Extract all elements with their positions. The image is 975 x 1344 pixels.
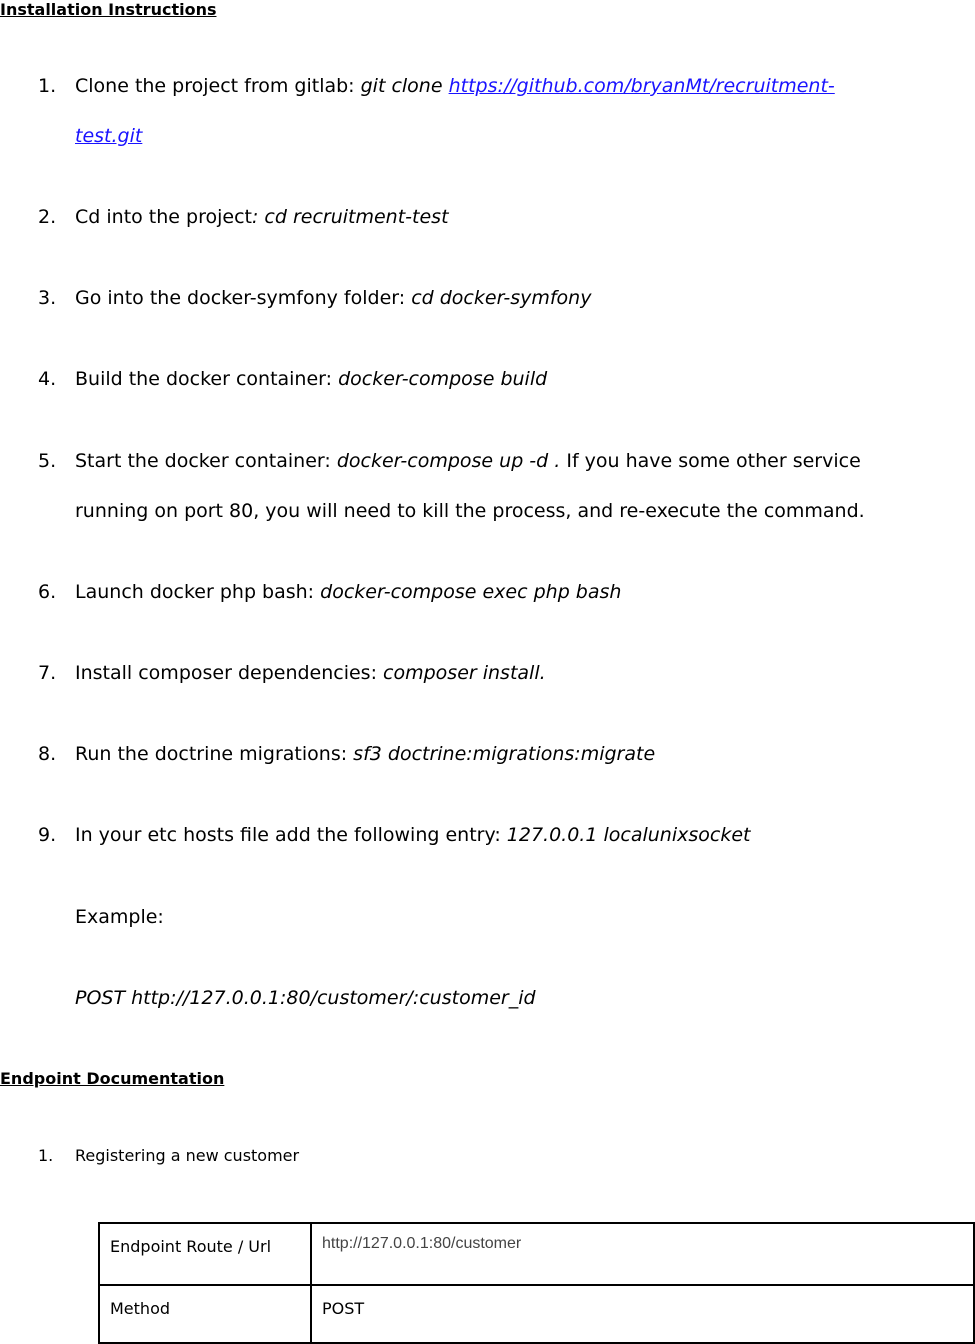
step-text: Clone the project from gitlab: git clone https://github.com/bryanMt/recruitment- [75,75,835,97]
step-number: 3. [38,287,57,309]
step-number: 4. [38,368,57,390]
step-text: Run the doctrine migrations: sf3 doctrine:migrations:migrate [75,743,656,765]
step-number: 1. [38,75,57,97]
step-text: Go into the docker-symfony folder: cd docker-symfony [75,287,592,309]
endpoint-table [98,1222,975,1344]
step-number: 7. [38,662,57,684]
item-text: Registering a new customer [75,1146,300,1165]
step-text: Build the docker container: docker-compose build [75,368,548,390]
method-value: POST [322,1299,365,1318]
step-number: 5. [38,450,57,472]
endpoint-heading: Endpoint Documentation [0,1069,225,1088]
repo-link-continued[interactable]: test.git [75,125,143,147]
step-text: Launch docker php bash: docker-compose exec php bash [75,581,622,603]
step-number: 9. [38,824,57,846]
method-label: Method [110,1299,171,1318]
table-row [99,1223,974,1285]
step-number: 2. [38,206,57,228]
step-text: Install composer dependencies: composer install. [75,662,546,684]
step-text: In your etc hosts file add the following entry: 127.0.0.1 localunixsocket [75,824,751,846]
route-label-cell [99,1223,311,1285]
step-number: 8. [38,743,57,765]
route-value: http://127.0.0.1:80/customer [322,1235,522,1252]
item-number: 1. [38,1146,54,1165]
route-label: Endpoint Route / Url [110,1237,272,1256]
example-label: Example: [75,906,164,928]
repo-link[interactable]: https://github.com/bryanMt/recruitment- [448,75,835,97]
method-label-cell [99,1285,311,1343]
method-value-cell [311,1285,974,1343]
step-5-continued: running on port 80, you will need to kill the process, and re-execute the command. [75,500,865,522]
installation-heading: Installation Instructions [0,0,217,19]
step-number: 6. [38,581,57,603]
route-value-cell [311,1223,974,1285]
step-text: Cd into the project: cd recruitment-test [75,206,449,228]
step-text: Start the docker container: docker-compose up -d . If you have some other service [75,450,861,472]
example-value: POST http://127.0.0.1:80/customer/:customer_id [75,987,536,1009]
table-row [99,1285,974,1343]
step-1-continued [75,124,142,148]
